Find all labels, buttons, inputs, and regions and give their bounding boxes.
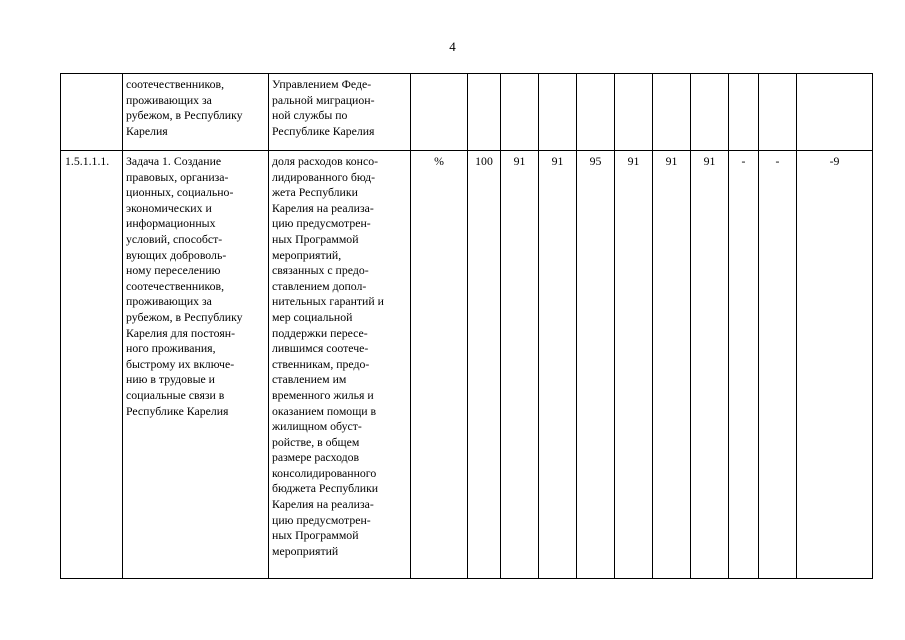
value: 100: [475, 154, 493, 168]
page-number: 4: [449, 39, 456, 54]
value-cell: [539, 74, 577, 151]
value: 91: [665, 154, 678, 168]
row-indicator-cell: [269, 74, 411, 151]
value-cell: [615, 74, 653, 151]
value: 91: [513, 154, 526, 168]
row-name: Задача 1. Создание правовых, организа- ционных, социально- экономических и информационных условий, способст- вующих доброволь- ному переселению соотечественников, проживающих за рубежом, в Республику Карелия для постоян- ного проживания, быстрому их включе- нию в трудовые и социальные связи в Республике Карелия: [126, 154, 243, 418]
row-unit-cell: [411, 74, 468, 151]
value: 91: [627, 154, 640, 168]
value-cell: [539, 151, 577, 579]
value-cell: [501, 151, 539, 579]
value-cell: [759, 74, 797, 151]
indicators-table: [60, 73, 873, 579]
row-indicator: Управлением Феде- ральной миграцион- ной службы по Республике Карелия: [272, 77, 375, 138]
value-cell: [759, 151, 797, 579]
row-code-cell: [61, 74, 123, 151]
value-cell: [577, 151, 615, 579]
row-code: 1.5.1.1.1.: [65, 154, 110, 168]
value-cell: [468, 74, 501, 151]
row-name: соотечественников, проживающих за рубежом, в Республику Карелия: [126, 77, 243, 138]
value: -: [741, 154, 746, 168]
value-cell: [653, 151, 691, 579]
value-cell: [468, 151, 501, 579]
value-cell: [729, 151, 759, 579]
row-name-cell: [123, 74, 269, 151]
value-cell: [653, 74, 691, 151]
table-row: [61, 151, 873, 579]
value-cell: [729, 74, 759, 151]
value: 91: [551, 154, 564, 168]
value-cell: [797, 74, 873, 151]
value-cell: [501, 74, 539, 151]
value: 95: [589, 154, 602, 168]
value-cell: [691, 151, 729, 579]
value-cell: [577, 74, 615, 151]
value-cell: [797, 151, 873, 579]
value: 91: [703, 154, 716, 168]
table-row: [61, 74, 873, 151]
value-cell: [691, 74, 729, 151]
row-code-cell: [61, 151, 123, 579]
row-name-cell: [123, 151, 269, 579]
row-unit: %: [434, 154, 444, 168]
value: -: [775, 154, 780, 168]
value: -9: [829, 154, 840, 168]
row-unit-cell: [411, 151, 468, 579]
value-cell: [615, 151, 653, 579]
row-indicator: доля расходов консо- лидированного бюд- жета Республики Карелия на реализа- цию предусмотрен- ных Программой мероприятий, связанных с предо- ставлением допол- нительных гарантий и мер социальной поддержки пересе- лившимся соотече- ственникам, предо- ставлением им временного жилья и оказанием помощи в жилищном обуст- ройстве, в общем размере расходов консолидированного бюджета Республики Карелия на реализа- цию предусмотрен- ных Программой мероприятий: [272, 154, 384, 558]
row-indicator-cell: [269, 151, 411, 579]
